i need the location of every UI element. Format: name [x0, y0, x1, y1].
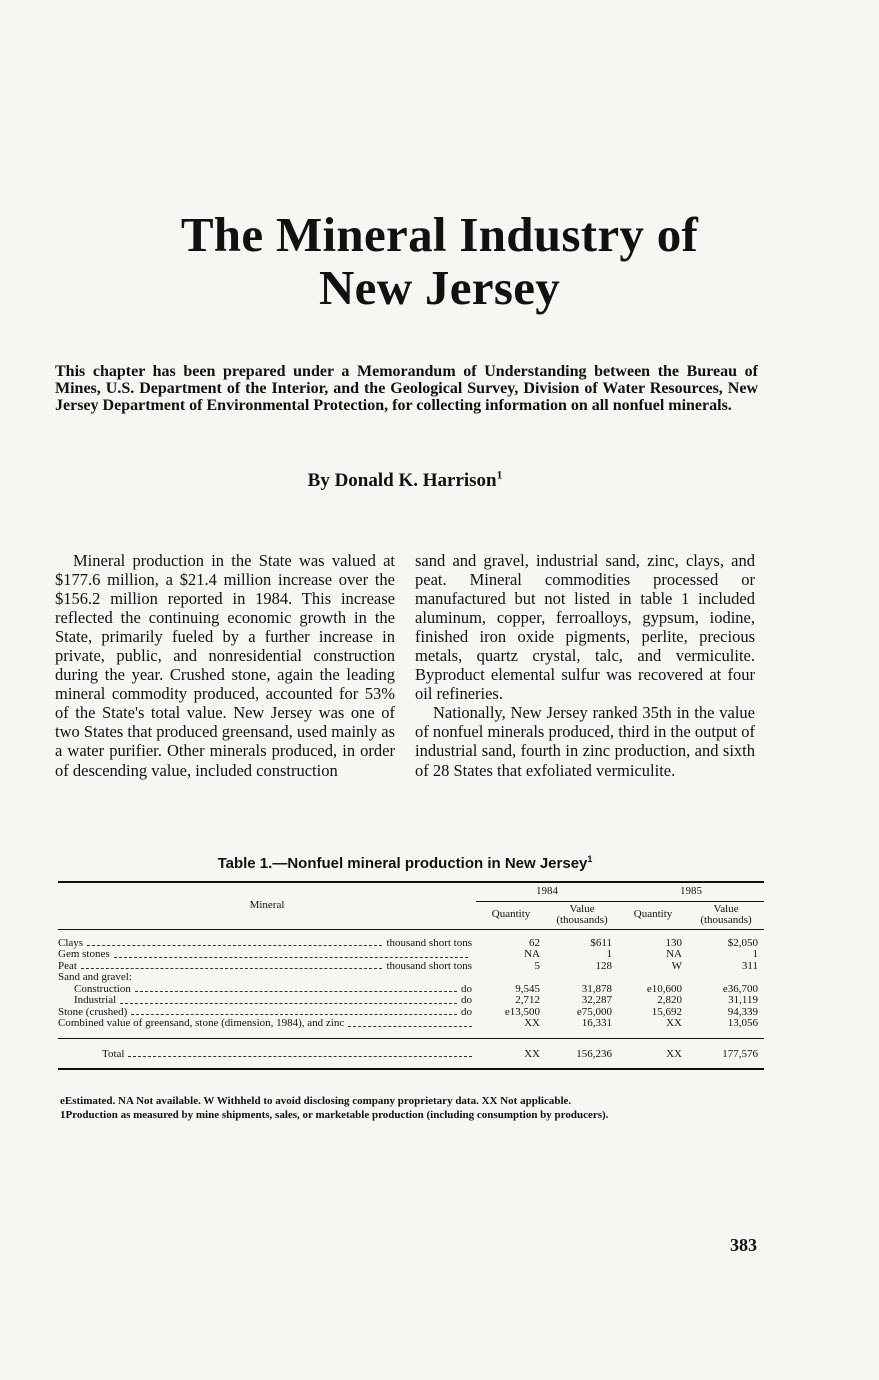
- table-row: [58, 995, 764, 1007]
- row-name: Industrial: [74, 994, 117, 1006]
- header-mineral: Mineral: [58, 882, 476, 929]
- row-name: Combined value of greensand, stone (dimension, 1984), and zinc: [58, 1017, 345, 1029]
- value-unit: (thousands): [700, 914, 752, 926]
- cell-quantity-1984: 2,712: [515, 994, 540, 1006]
- cell-value-1985: 311: [741, 959, 758, 972]
- cell-value-1985: e36,700: [722, 982, 758, 995]
- table-footnotes: [60, 1094, 765, 1122]
- cell-quantity-1985: 130: [665, 936, 682, 949]
- title-line-2: New Jersey: [318, 260, 561, 315]
- row-unit: do: [461, 1005, 472, 1018]
- row-unit: thousand short tons: [386, 959, 472, 972]
- cell-quantity-1984: XX: [524, 1017, 540, 1029]
- header-value-1984: [546, 901, 618, 929]
- table-caption-text: Table 1.—Nonfuel mineral production in New Jersey: [217, 855, 588, 872]
- total-label: Total: [102, 1047, 125, 1060]
- body-paragraph-1: Mineral production in the State was valued at $177.6 million, a $21.4 million increase over the $156.2 million reported in 1984. This increase reflected the continuing economic growth in the State, primarily fueled by a further increase in private, public, and nonresidential construction during the year. Crushed stone, again the leading mineral commodity produced, accounted for 53% of the State's total value. New Jersey was one of two States that produced greensand, used mainly as a water purifier. Other minerals produced, in order of descending value, included construction: [55, 551, 395, 780]
- cell-quantity-1984: e13,500: [504, 1005, 540, 1018]
- table-row: [58, 949, 764, 961]
- row-name: Peat: [58, 959, 77, 972]
- header-value-1985: [688, 901, 764, 929]
- body-column-right: [415, 551, 755, 780]
- row-name: Sand and gravel:: [58, 971, 132, 983]
- cell-quantity-1985: NA: [666, 948, 682, 960]
- cell-value-1984: 128: [595, 959, 612, 972]
- value-label: Value: [569, 902, 595, 915]
- cell-quantity-1985: XX: [666, 1017, 682, 1029]
- footnote-production: 1Production as measured by mine shipments, sales, or marketable production (including consumption by producers).: [60, 1109, 609, 1121]
- table-caption: [0, 855, 810, 872]
- cell-quantity-1985: e10,600: [646, 982, 682, 995]
- body-paragraph-1-continued: sand and gravel, industrial sand, zinc, clays, and peat. Mineral commodities processed or manufactured but not listed in table 1 included aluminum, copper, ferroalloys, gypsum, iodine, finished iron oxide pigments, perlite, precious metals, quartz crystal, talc, and vermiculite. Byproduct elemental sulfur was recovered at four oil refineries.: [415, 551, 755, 704]
- total-quantity-1984: XX: [476, 1038, 546, 1069]
- total-value-1985: 177,576: [688, 1038, 764, 1069]
- cell-value-1984: 16,331: [581, 1017, 612, 1029]
- row-unit: do: [461, 982, 472, 995]
- author-footnote-mark: 1: [496, 469, 503, 482]
- cell-value-1984: 32,287: [581, 994, 612, 1006]
- author-name: By Donald K. Harrison: [307, 470, 497, 491]
- total-quantity-1985: XX: [618, 1038, 688, 1069]
- cell-quantity-1984: NA: [524, 948, 540, 960]
- cell-value-1984: $611: [590, 936, 612, 949]
- table-caption-mark: 1: [587, 854, 593, 864]
- header-quantity-1985: Quantity: [618, 901, 688, 929]
- cell-value-1984: 1: [606, 948, 612, 960]
- value-unit: (thousands): [556, 914, 608, 926]
- header-year-1985: 1985: [618, 882, 764, 901]
- byline: [0, 470, 810, 492]
- row-name: Stone (crushed): [58, 1005, 128, 1018]
- cell-quantity-1985: W: [671, 959, 682, 972]
- row-name: Clays: [58, 936, 84, 949]
- table-row: [58, 938, 764, 950]
- cell-value-1985: 1: [752, 948, 758, 960]
- table-total-row: [58, 1038, 764, 1069]
- cell-quantity-1984: 5: [534, 959, 540, 972]
- cell-quantity-1984: 9,545: [515, 982, 540, 995]
- title-line-1: The Mineral Industry of: [180, 207, 699, 262]
- row-unit: do: [461, 994, 472, 1006]
- page-number: 383: [730, 1235, 757, 1255]
- cell-value-1985: 31,119: [728, 994, 758, 1006]
- cell-quantity-1985: 15,692: [651, 1005, 682, 1018]
- page-title: [0, 208, 879, 314]
- footnote-legend: eEstimated. NA Not available. W Withheld to avoid disclosing company proprietary data. XX Not applicable.: [60, 1095, 572, 1107]
- body-paragraph-2: Nationally, New Jersey ranked 35th in the value of nonfuel minerals produced, third in the output of industrial sand, fourth in zinc production, and sixth of 28 States that exfoliated vermiculite.: [415, 703, 755, 780]
- cell-value-1985: $2,050: [727, 936, 758, 949]
- header-quantity-1984: Quantity: [476, 901, 546, 929]
- cell-quantity-1984: 62: [529, 936, 540, 949]
- total-value-1984: 156,236: [546, 1038, 618, 1069]
- header-year-1984: 1984: [476, 882, 618, 901]
- memorandum-note: This chapter has been prepared under a Memorandum of Understanding between the Bureau of Mines, U.S. Department of the Interior, and the Geological Survey, Division of Water Resources, New Jersey Department of Environmental Protection, for collecting information on all nonfuel minerals.: [55, 363, 758, 414]
- table-row: [58, 1018, 764, 1030]
- cell-value-1984: 31,878: [581, 982, 612, 995]
- row-name: Construction: [74, 982, 131, 995]
- row-name: Gem stones: [58, 948, 110, 960]
- cell-value-1985: 94,339: [727, 1005, 758, 1018]
- row-unit: thousand short tons: [386, 936, 472, 949]
- table-row: [58, 972, 764, 984]
- cell-value-1984: e75,000: [576, 1005, 612, 1018]
- cell-value-1985: 13,056: [727, 1017, 758, 1029]
- cell-quantity-1985: 2,820: [657, 994, 682, 1006]
- value-label: Value: [713, 902, 739, 915]
- table-row: [58, 961, 764, 973]
- mineral-production-table: [58, 881, 764, 1070]
- body-column-left: [55, 551, 395, 780]
